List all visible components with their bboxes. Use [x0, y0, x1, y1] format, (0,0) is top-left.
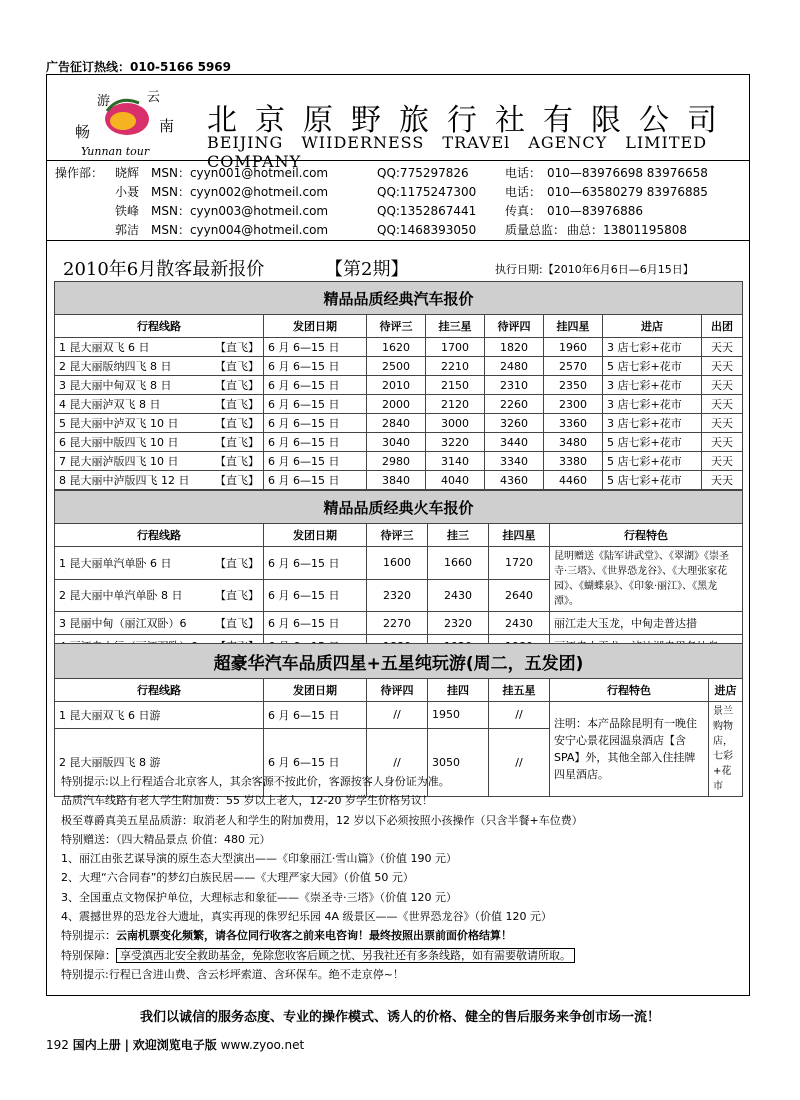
note-text: 享受滇西北安全救助基金，免除您收客后顾之忧、另我社还有多条线路，如有需要敬请所取。: [116, 948, 575, 963]
notes-block: [61, 772, 741, 984]
price-cell: 2430: [489, 612, 550, 635]
col-header: 行程线路: [55, 679, 264, 702]
col-header: 挂四: [428, 679, 489, 702]
table-row: [55, 433, 743, 452]
shop-info: 5 店七彩+花市: [603, 433, 702, 452]
price-cell: 2480: [485, 357, 544, 376]
shop-info: 5 店七彩+花市: [603, 357, 702, 376]
price-cell: 2260: [485, 395, 544, 414]
route-tag: 【直飞】: [215, 417, 259, 430]
price-cell: 2150: [426, 376, 485, 395]
company-name-cn: 北京原野旅行社有限公司: [207, 103, 735, 138]
departure-date: 6 月 6—15 日: [264, 414, 367, 433]
price-cell: 2310: [485, 376, 544, 395]
departure-freq: 天天: [702, 395, 743, 414]
table-row: [55, 547, 743, 580]
train-price-table: [54, 490, 743, 658]
period-bar: [63, 255, 749, 280]
departure-date: 6 月 6—15 日: [264, 612, 367, 635]
price-cell: 3000: [426, 414, 485, 433]
note-line: 3、全国重点文物保护单位，大理标志和象征——《崇圣寺·三塔》（价值 120 元）: [61, 890, 457, 904]
website-link[interactable]: www.zyoo.net: [220, 1038, 305, 1052]
table-row: [55, 338, 743, 357]
contact-value: 010—83976698 83976658: [547, 166, 708, 180]
departure-freq: 天天: [702, 376, 743, 395]
route-tag: 【直飞】: [215, 455, 259, 468]
route-tag: 【直飞】: [215, 436, 259, 449]
price-cell: 1950: [428, 702, 489, 729]
price-cell: 2350: [544, 376, 603, 395]
note-line: 4、震撼世界的恐龙谷大遗址，真实再现的侏罗纪乐园 4A 级景区——《世界恐龙谷》（价值 120 元）: [61, 910, 553, 924]
departure-date: 6 月 6—15 日: [264, 728, 367, 796]
contact-block: [47, 162, 749, 241]
route-name: 1 昆大丽单汽单卧 6 日: [59, 556, 172, 570]
route-cell: [55, 395, 264, 414]
note-ticket: [61, 926, 741, 945]
table-row: [55, 357, 743, 376]
price-cell: 2840: [367, 414, 426, 433]
price-cell: 1700: [426, 338, 485, 357]
shop-info: 3 店七彩+花市: [603, 414, 702, 433]
price-cell: 1960: [544, 338, 603, 357]
section-title: 精品品质经典汽车报价: [55, 282, 743, 315]
price-cell: 3040: [367, 433, 426, 452]
route-name: 4 昆大丽泸双飞 8 日: [59, 398, 161, 411]
price-cell: 1600: [367, 547, 428, 580]
col-header: 行程特色: [550, 524, 743, 547]
route-cell: [55, 471, 264, 490]
table-header: [55, 315, 743, 338]
route-tag: 【直飞】: [215, 398, 259, 411]
page-footer: [46, 1036, 304, 1053]
route-cell: [55, 357, 264, 376]
route-name: 2 昆大丽版纳四飞 8 日: [59, 360, 172, 373]
note-label: 特别保障：: [61, 948, 116, 962]
price-cell: 4460: [544, 471, 603, 490]
col-header: 行程线路: [55, 315, 264, 338]
col-header: 进店: [603, 315, 702, 338]
price-cell: 2500: [367, 357, 426, 376]
price-cell: //: [489, 728, 550, 796]
shop-info: 5 店七彩+花市: [603, 471, 702, 490]
price-cell: 2320: [428, 612, 489, 635]
route-name: 7 昆大丽泸版四飞 10 日: [59, 455, 179, 468]
price-cell: 1820: [485, 338, 544, 357]
dept-label: 操作部：: [55, 166, 104, 180]
route-feature: 昆明赠送《陆军讲武堂》、《翠湖》《崇圣寺·三塔》、《世界恐龙谷》、《大理张家花园》、《蝴蝶泉》、《印象·丽江》、《黑龙潭》。: [550, 547, 743, 612]
col-header: 挂三: [428, 524, 489, 547]
contact-qq: QQ:775297826: [377, 166, 469, 180]
col-header: 进店: [709, 679, 743, 702]
shop-info: 3 店七彩+花市: [603, 338, 702, 357]
contact-value: 曲总：13801195808: [567, 223, 687, 237]
price-cell: 2120: [426, 395, 485, 414]
price-cell: 3480: [544, 433, 603, 452]
section-label: 国内上册: [72, 1038, 121, 1052]
contact-label: 传真：: [505, 204, 542, 218]
departure-date: 6 月 6—15 日: [264, 376, 367, 395]
route-tag: 【直飞】: [215, 474, 259, 487]
note-line: 2、大理“六合同春”的梦幻白族民居——《大理严家大园》（价值 50 元）: [61, 871, 414, 885]
contact-value: 010—83976886: [547, 204, 643, 218]
departure-date: 6 月 6—15 日: [264, 547, 367, 580]
departure-date: 6 月 6—15 日: [264, 433, 367, 452]
note-line: 特别赠送：（四大精品景点 价值：480 元）: [61, 832, 271, 846]
price-cell: //: [367, 728, 428, 796]
logo-char-4: 南: [159, 117, 175, 135]
period-title: 2010年6月散客最新报价: [63, 259, 265, 280]
route-tag: 【直飞】: [215, 360, 259, 373]
period-date: 执行日期:【2010年6月6日—6月15日】: [495, 263, 694, 276]
route-cell: [55, 452, 264, 471]
route-name: 5 昆大丽中泸双飞 10 日: [59, 417, 179, 430]
route-cell: [55, 338, 264, 357]
departure-freq: 天天: [702, 357, 743, 376]
route-cell: [55, 414, 264, 433]
price-cell: 3220: [426, 433, 485, 452]
route-feature: 丽江走大玉龙，中甸走普达措: [550, 612, 743, 635]
shop-info: 3 店七彩+花市: [603, 376, 702, 395]
col-header: 待评四: [367, 679, 428, 702]
col-header: 待评三: [367, 524, 428, 547]
ad-hotline: 广告征订热线：010-5166 5969: [46, 60, 232, 74]
route-name: 3 昆丽中甸（丽江双卧）6: [59, 617, 187, 630]
price-cell: 2000: [367, 395, 426, 414]
price-sheet: [46, 74, 750, 996]
table-row: [55, 452, 743, 471]
departure-date: 6 月 6—15 日: [264, 702, 367, 729]
logo-char-2: 游: [97, 94, 111, 109]
price-cell: 2640: [489, 579, 550, 612]
price-cell: 2300: [544, 395, 603, 414]
company-header: [47, 75, 749, 171]
logo-text: Yunnan tour: [81, 145, 150, 158]
contact-value: 010—63580279 83976885: [547, 185, 708, 199]
contact-qq: QQ:1468393050: [377, 223, 477, 237]
route-name: 1 昆大丽双飞 6 日游: [55, 702, 264, 729]
route-cell: [55, 376, 264, 395]
price-cell: //: [367, 702, 428, 729]
price-cell: 2010: [367, 376, 426, 395]
route-tag: 【直飞】: [215, 341, 259, 354]
browse-label: 欢迎浏览电子版: [132, 1038, 217, 1052]
price-cell: 3440: [485, 433, 544, 452]
company-name-en: BEIJING WIIDERNESS TRAVEl AGENCY LIMITED COMPANY: [207, 133, 708, 171]
col-header: 挂五星: [489, 679, 550, 702]
price-cell: 4040: [426, 471, 485, 490]
price-cell: 2210: [426, 357, 485, 376]
contact-qq: QQ:1175247300: [377, 185, 477, 199]
contact-msn: MSN：cyyn004@hotmeil.com: [151, 223, 329, 237]
contact-label: 电话：: [505, 166, 542, 180]
logo-char-3: 云: [147, 90, 161, 105]
col-header: 行程特色: [550, 679, 709, 702]
price-cell: 1660: [428, 547, 489, 580]
table-header: [55, 679, 743, 702]
contact-msn: MSN：cyyn002@hotmeil.com: [151, 185, 329, 199]
departure-date: 6 月 6—15 日: [264, 579, 367, 612]
shop-info: 景兰购物店，七彩+花市: [709, 702, 743, 797]
note-line: 特别提示:以上行程适合北京客人，其余客源不按此价，客源按客人身份证为准。: [61, 775, 450, 788]
logo-char-1: 畅: [75, 123, 91, 141]
contact-name: 铁峰: [115, 204, 140, 218]
route-tag: 【直飞】: [215, 556, 259, 570]
section-title: 超豪华汽车品质四星+五星纯玩游(周二，五发团): [55, 644, 743, 679]
price-cell: //: [489, 702, 550, 729]
price-cell: 2430: [428, 579, 489, 612]
departure-freq: 天天: [702, 338, 743, 357]
table-row: [55, 471, 743, 490]
price-cell: 3140: [426, 452, 485, 471]
departure-freq: 天天: [702, 471, 743, 490]
route-tag: 【直飞】: [215, 617, 259, 630]
contact-msn: MSN：cyyn003@hotmeil.com: [151, 204, 329, 218]
table-header: [55, 524, 743, 547]
col-header: 出团: [702, 315, 743, 338]
note-line: 特别提示:行程已含进山费、含云杉坪索道、含环保车。绝不走京停~！: [61, 967, 404, 981]
note-line: 极至尊爵真美五星品质游：取消老人和学生的附加费用，12 岁以下必须按照小孩操作（只含半餐+车位费）: [61, 813, 583, 827]
price-cell: 3260: [485, 414, 544, 433]
col-header: 待评四: [485, 315, 544, 338]
departure-date: 6 月 6—15 日: [264, 452, 367, 471]
note-text: 云南机票变化频繁，请各位同行收客之前来电咨询！最终按照出票前面价格结算！: [116, 929, 512, 943]
price-cell: 3380: [544, 452, 603, 471]
price-cell: 2270: [367, 612, 428, 635]
company-logo: [67, 81, 187, 167]
route-name: 2 昆大丽版四飞 8 游: [55, 728, 264, 796]
note-guarantee: [61, 946, 741, 965]
departure-freq: 天天: [702, 452, 743, 471]
route-tag: 【直飞】: [215, 589, 259, 603]
price-cell: 3360: [544, 414, 603, 433]
bus-price-table: [54, 281, 743, 490]
price-cell: 2320: [367, 579, 428, 612]
route-name: 8 昆大丽中泸版四飞 12 日: [59, 474, 190, 487]
contact-name: 晓辉: [115, 166, 140, 180]
table-row: [55, 702, 743, 729]
shop-info: 5 店七彩+花市: [603, 452, 702, 471]
section-title: 精品品质经典火车报价: [55, 491, 743, 524]
note-line: 1、丽江由张艺谋导演的原生态大型演出——《印象丽江·雪山篇》（价值 190 元）: [61, 852, 457, 866]
route-name: 6 昆大丽中版四飞 10 日: [59, 436, 179, 449]
price-cell: 3050: [428, 728, 489, 796]
contact-name: 小聂: [115, 185, 140, 199]
col-header: 挂四星: [544, 315, 603, 338]
table-row: [55, 612, 743, 635]
departure-freq: 天天: [702, 433, 743, 452]
departure-date: 6 月 6—15 日: [264, 395, 367, 414]
price-cell: 3340: [485, 452, 544, 471]
contact-label: 质量总监：: [505, 223, 566, 237]
table-row: [55, 376, 743, 395]
departure-date: 6 月 6—15 日: [264, 471, 367, 490]
slogan: 我们以诚信的服务态度、专业的操作模式、诱人的价格、健全的售后服务来争创市场一流！: [139, 1010, 660, 1025]
route-tag: 【直飞】: [215, 379, 259, 392]
departure-date: 6 月 6—15 日: [264, 357, 367, 376]
period-number: 【第2期】: [325, 259, 409, 280]
page-number: 192: [46, 1038, 69, 1052]
footer-separator: |: [124, 1038, 129, 1052]
col-header: 待评三: [367, 315, 426, 338]
note-label: 特别提示：: [61, 929, 116, 943]
note-line: 品质汽车线路有老人学生附加费：55 岁以上老人，12-20 岁学生价格另议！: [61, 794, 433, 808]
route-name: 3 昆大丽中甸双飞 8 日: [59, 379, 172, 392]
col-header: 行程线路: [55, 524, 264, 547]
col-header: 挂三星: [426, 315, 485, 338]
contact-msn: MSN：cyyn001@hotmeil.com: [151, 166, 329, 180]
price-cell: 2980: [367, 452, 426, 471]
route-feature: 注明：本产品除昆明有一晚住安宁心景花园温泉酒店【含SPA】外，其他全部入住挂牌四星酒店。: [550, 702, 709, 797]
price-cell: 1720: [489, 547, 550, 580]
price-cell: 1620: [367, 338, 426, 357]
shop-info: 3 店七彩+花市: [603, 395, 702, 414]
departure-freq: 天天: [702, 414, 743, 433]
table-row: [55, 395, 743, 414]
route-name: 1 昆大丽双飞 6 日: [59, 341, 150, 354]
contact-label: 电话：: [505, 185, 542, 199]
logo-mark-icon: [67, 81, 187, 151]
contact-name: 郭洁: [115, 223, 140, 237]
col-header: 发团日期: [264, 524, 367, 547]
contact-qq: QQ:1352867441: [377, 204, 477, 218]
table-row: [55, 414, 743, 433]
price-cell: 3840: [367, 471, 426, 490]
price-cell: 4360: [485, 471, 544, 490]
route-name: 2 昆大丽中单汽单卧 8 日: [59, 589, 183, 603]
col-header: 发团日期: [264, 679, 367, 702]
route-cell: [55, 433, 264, 452]
departure-date: 6 月 6—15 日: [264, 338, 367, 357]
price-cell: 2570: [544, 357, 603, 376]
col-header: 挂四星: [489, 524, 550, 547]
col-header: 发团日期: [264, 315, 367, 338]
